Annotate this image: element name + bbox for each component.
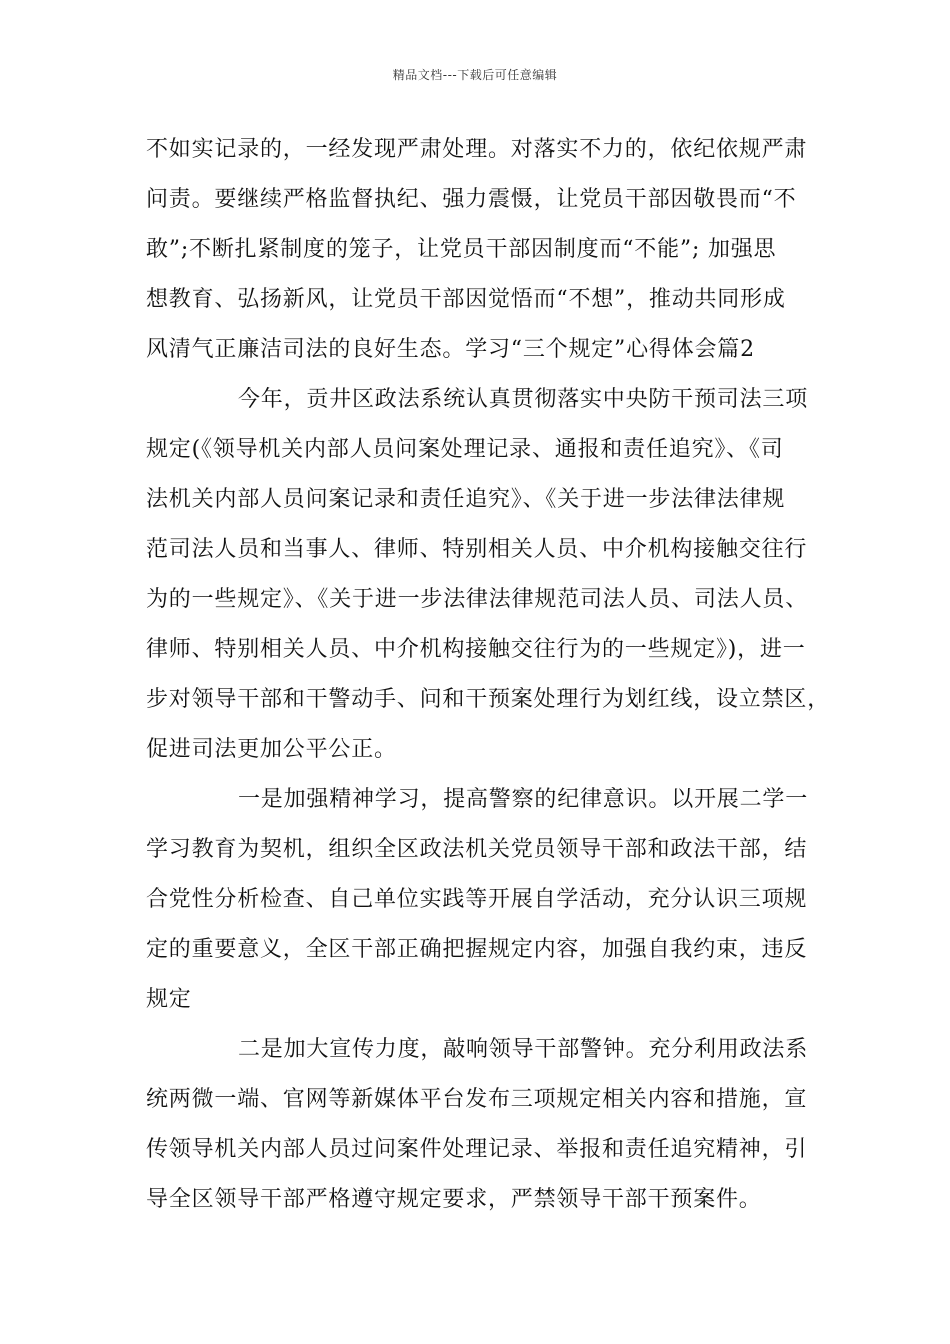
paragraph-3-line-1: 一是加强精神学习，提高警察的纪律意识。以开展二学一 <box>238 787 809 812</box>
paragraph-3-line-2: 学习教育为契机，组织全区政法机关党员领导干部和政法干部，结 <box>146 837 808 862</box>
page-header: 精品文档---下载后可任意编辑 <box>392 68 558 82</box>
paragraph-2-line-5: 为的一些规定》、《关于进一步法律法律规范司法人员、司法人员、 <box>146 587 809 612</box>
paragraph-2-line-7: 步对领导干部和干警动手、问和干预案处理行为划红线，设立禁区， <box>146 687 831 712</box>
paragraph-2-line-2: 规定(《领导机关内部人员问案处理记录、通报和责任追究》、《司 <box>146 437 784 462</box>
paragraph-4-line-1: 二是加大宣传力度，敲响领导干部警钟。充分利用政法系 <box>238 1037 809 1062</box>
paragraph-3-line-4: 定的重要意义，全区干部正确把握规定内容，加强自我约束，违反 <box>146 937 808 962</box>
paragraph-1-line-3: 敢”;不断扎紧制度的笼子，让党员干部因制度而“不能”; 加强思 <box>146 237 777 262</box>
paragraph-2-line-1: 今年，贡井区政法系统认真贯彻落实中央防干预司法三项 <box>238 387 809 412</box>
paragraph-2-line-3: 法机关内部人员问案记录和责任追究》、《关于进一步法律法律规 <box>146 487 786 512</box>
paragraph-1-line-1: 不如实记录的，一经发现严肃处理。对落实不力的，依纪依规严肃 <box>146 137 808 162</box>
paragraph-1-line-2: 问责。要继续严格监督执纪、强力震慑，让党员干部因敬畏而“不 <box>146 187 797 212</box>
paragraph-3-line-5: 规定 <box>146 987 192 1012</box>
paragraph-3-line-3: 合党性分析检查、自己单位实践等开展自学活动，充分认识三项规 <box>146 887 808 912</box>
paragraph-2-line-4: 范司法人员和当事人、律师、特别相关人员、中介机构接触交往行 <box>146 537 808 562</box>
paragraph-4-line-3: 传领导机关内部人员过问案件处理记录、举报和责任追究精神，引 <box>146 1137 808 1162</box>
paragraph-1-line-4: 想教育、弘扬新风，让党员干部因觉悟而“不想”，推动共同形成 <box>146 287 786 312</box>
paragraph-4-line-4: 导全区领导干部严格遵守规定要求，严禁领导干部干预案件。 <box>146 1187 762 1212</box>
paragraph-4-line-2: 统两微一端、官网等新媒体平台发布三项规定相关内容和措施，宣 <box>146 1087 808 1112</box>
paragraph-2-line-8: 促进司法更加公平公正。 <box>146 737 397 762</box>
paragraph-1-line-5: 风清气正廉洁司法的良好生态。学习“三个规定”心得体会篇2 <box>146 337 755 362</box>
paragraph-2-line-6: 律师、特别相关人员、中介机构接触交往行为的一些规定》)，进一 <box>146 637 806 662</box>
